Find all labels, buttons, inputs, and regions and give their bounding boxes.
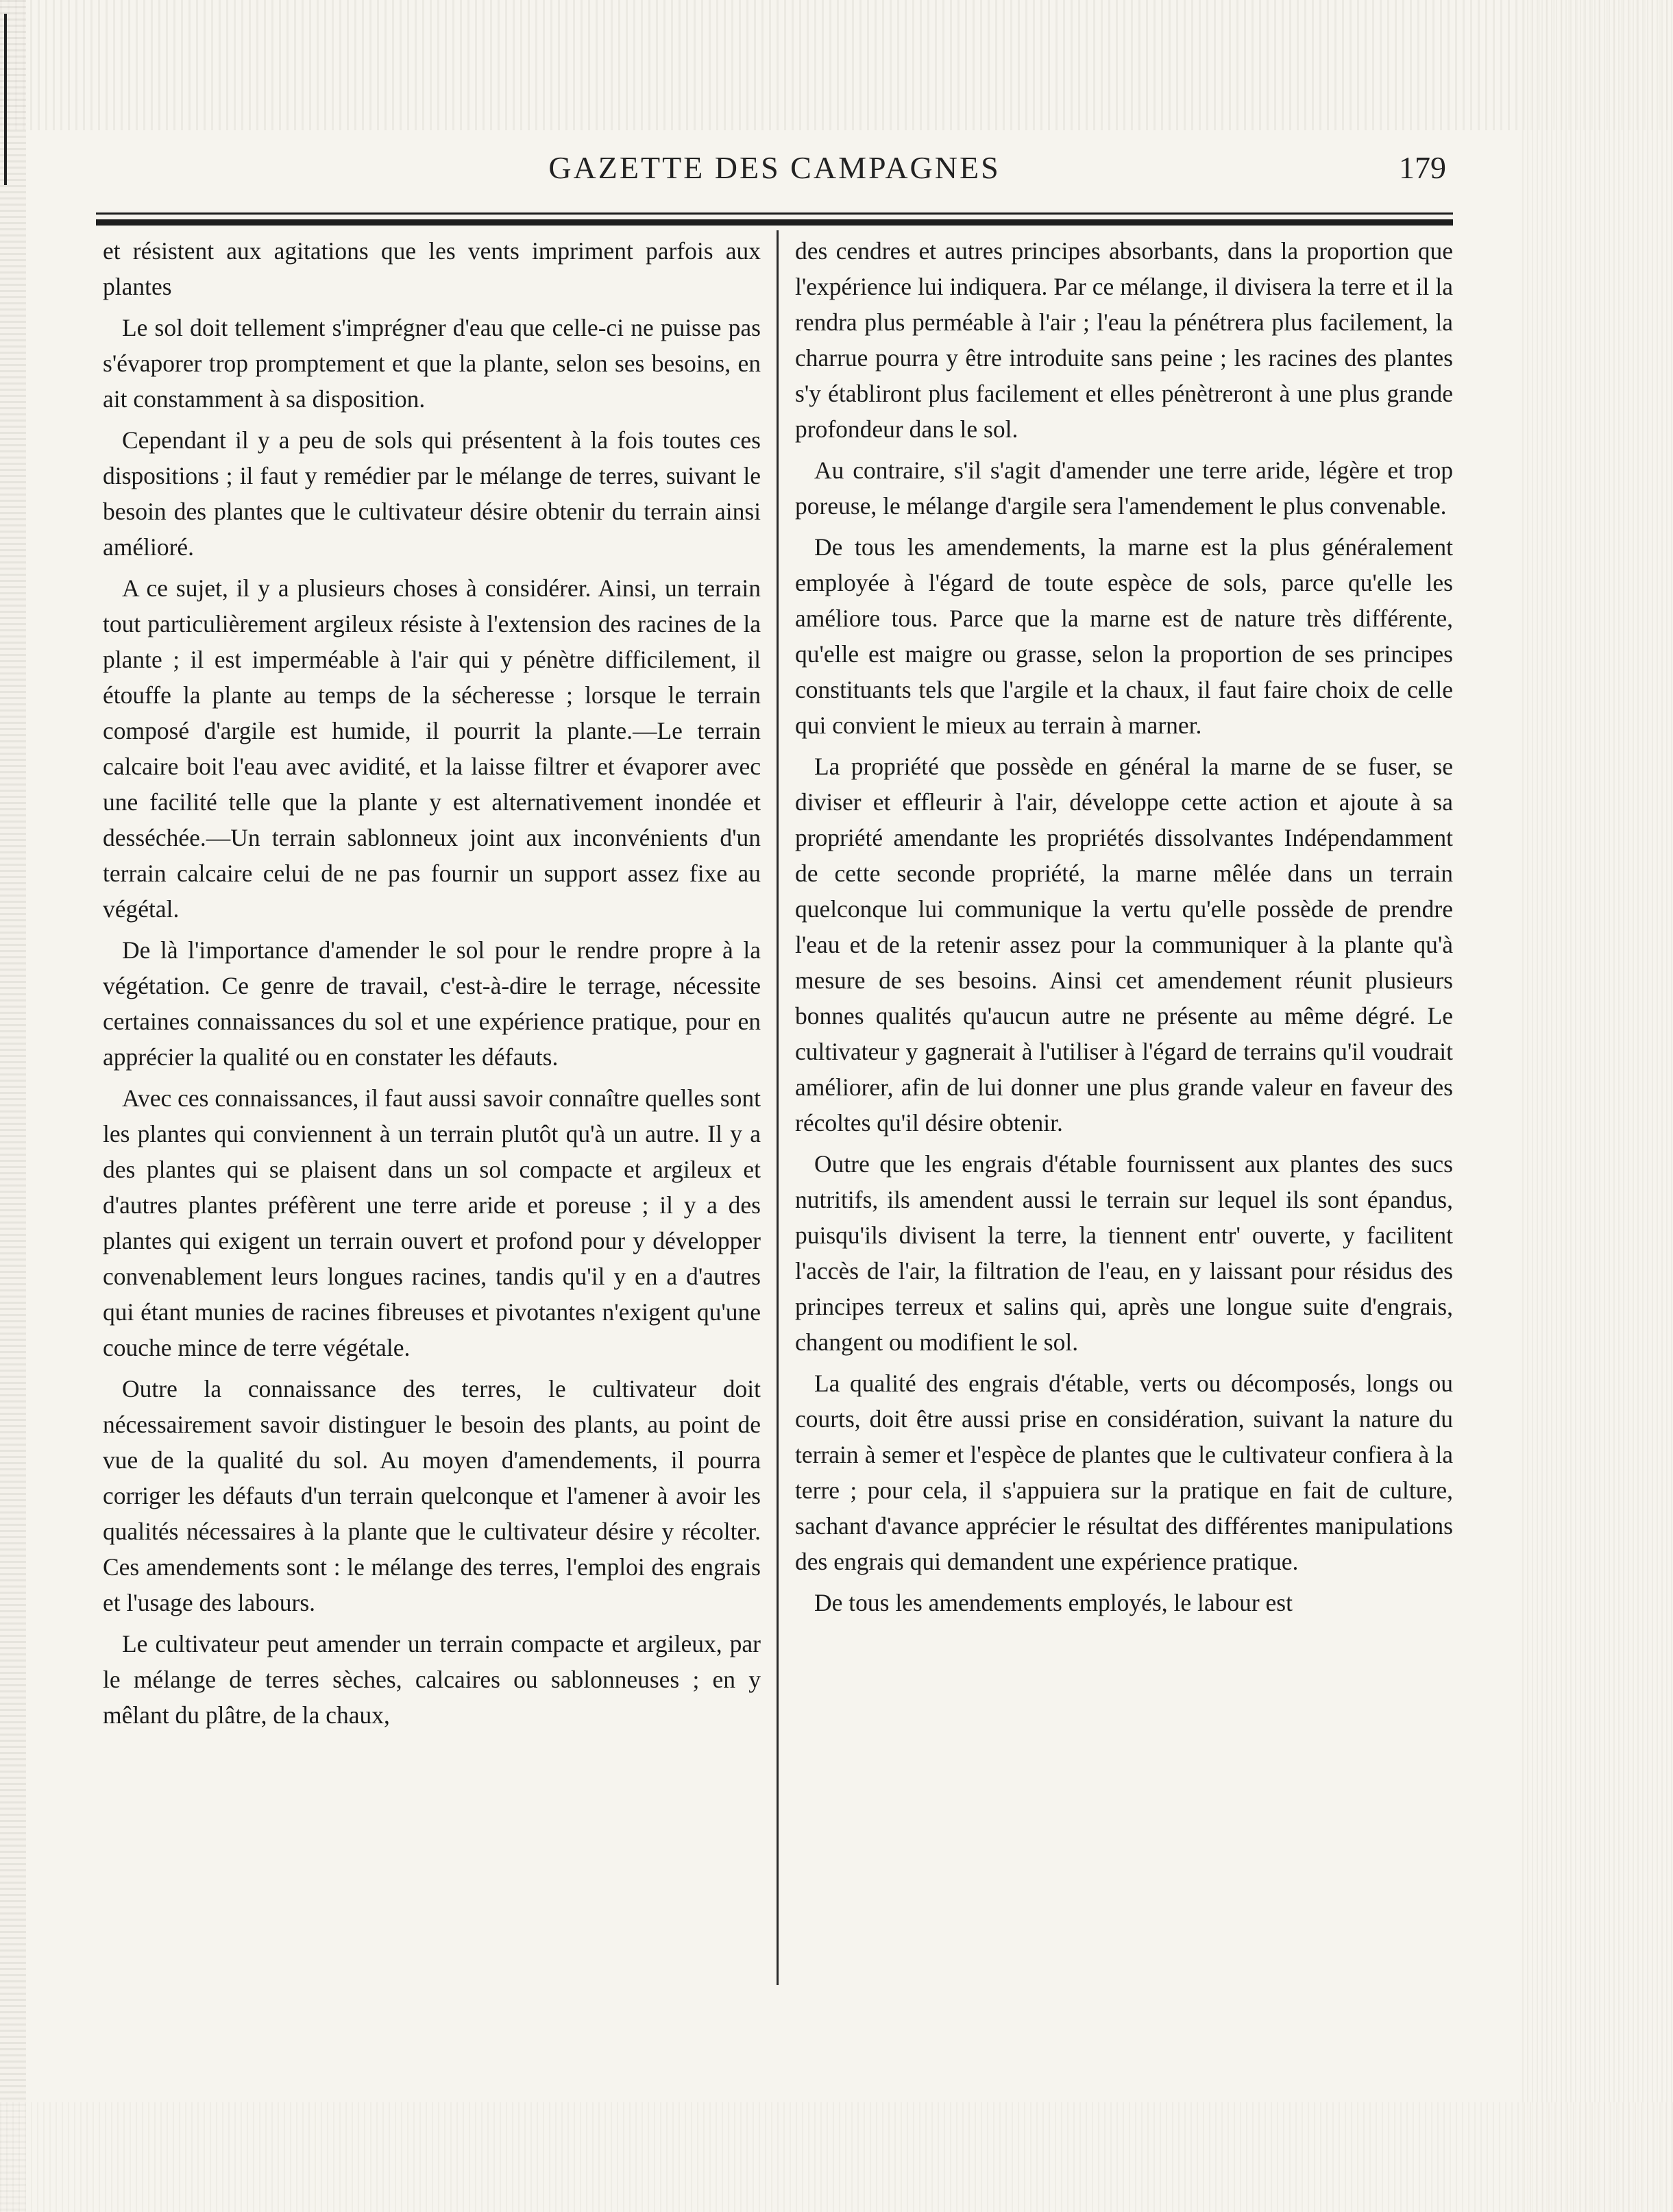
paragraph: Au contraire, s'il s'agit d'amender une terre aride, légère et trop poreuse, le mélange d'argile sera l'amendement le plus convenable. — [795, 457, 1453, 520]
paragraph: Avec ces connaissances, il faut aussi savoir connaître quelles sont les plantes qui conviennent à un terrain plutôt qu'à un autre. Il y a des plantes qui se plaisent dans un sol compacte et argileux et d'autres plantes préfèrent une terre aride et poreuse ; il y a des plantes qui exigent un terrain ouvert et profond pour y développer convenablement leurs longues racines, tandis qu'il y en a d'autres qui étant munies de racines fibreuses et pivotantes n'exigent qu'une couche mince de terre végétale. — [103, 1084, 761, 1361]
running-head — [103, 149, 1446, 197]
right-column — [795, 233, 1453, 1626]
paragraph: Cependant il y a peu de sols qui présentent à la fois toutes ces dispositions ; il faut y remédier par le mélange de terres, suivant le besoin des plantes que le cultivateur désire obtenir du terrain ainsi amélioré. — [103, 426, 761, 561]
paragraph: De tous les amendements employés, le labour est — [814, 1589, 1293, 1616]
header-rule-thin — [96, 212, 1453, 215]
scan-noise-left — [0, 0, 26, 2212]
column-divider — [777, 230, 779, 1985]
paragraph: Le cultivateur peut amender un terrain compacte et argileux, par le mélange de terres sèches, calcaires ou sablonneuses ; en y mêlant du plâtre, de la chaux, — [103, 1630, 761, 1729]
scan-noise-bottom — [0, 2102, 1673, 2212]
paragraph: De tous les amendements, la marne est la plus généralement employée à l'égard de toute espèce de sols, parce qu'elle les améliore tous. Parce que la marne est de nature très différente, qu'elle est maigre ou grasse, selon la proportion de ses principes constituants tels que l'argile et la chaux, il faut faire choix de celle qui convient le mieux au terrain à marner. — [795, 533, 1453, 739]
paragraph: Le sol doit tellement s'imprégner d'eau que celle-ci ne puisse pas s'évaporer trop promptement et que la plante, selon ses besoins, en ait constamment à sa disposition. — [103, 314, 761, 413]
header-rule-thick — [96, 219, 1453, 226]
paragraph: A ce sujet, il y a plusieurs choses à considérer. Ainsi, un terrain tout particulièrement argileux résiste à l'extension des racines de la plante ; il est imperméable à l'air qui y pénètre difficilement, il étouffe la plante au temps de la sécheresse ; lorsque le terrain composé d'argile est humide, il pourrit la plante.—Le terrain calcaire boit l'eau avec avidité, et la laisse filtrer et évaporer avec une facilité telle que la plante y est alternativement inondée et desséchée.—Un terrain sablonneux joint aux inconvénients d'un terrain calcaire celui de ne pas fournir un support assez fixe au végétal. — [103, 574, 761, 923]
binding-edge-mark — [4, 14, 7, 185]
paragraph: De là l'importance d'amender le sol pour le rendre propre à la végétation. Ce genre de travail, c'est-à-dire le terrage, nécessite certaines connaissances du sol et une expérience pratique, pour en apprécier la qualité ou en constater les défauts. — [103, 936, 761, 1071]
scan-noise-top — [0, 0, 1673, 130]
journal-title: GAZETTE DES CAMPAGNES — [548, 150, 1001, 185]
page-number: 179 — [1399, 150, 1446, 185]
left-column — [103, 233, 761, 1738]
paragraph: La qualité des engrais d'étable, verts ou décomposés, longs ou courts, doit être aussi prise en considération, suivant la nature du terrain à semer et l'espèce de plantes que le cultivateur confiera à la terre ; pour cela, il s'appuiera sur la pratique en fait de culture, sachant d'avance apprécier le résultat des différentes manipulations des engrais qui demandent une expérience pratique. — [795, 1370, 1453, 1575]
scan-noise-right — [1522, 0, 1673, 2212]
paragraph: Outre que les engrais d'étable fournissent aux plantes des sucs nutritifs, ils amendent aussi le terrain sur lequel ils sont épandus, puisqu'ils divisent la terre, la tiennent entr' ouverte, y facilitent l'accès de l'air, la filtration de l'eau, en y laissant pour résidus des principes terreux et salins qui, après une longue suite d'engrais, changent ou modifient le sol. — [795, 1150, 1453, 1356]
paragraph: et résistent aux agitations que les vents impriment parfois aux plantes — [103, 237, 761, 300]
paragraph: des cendres et autres principes absorbants, dans la proportion que l'expérience lui indiquera. Par ce mélange, il divisera la terre et il la rendra plus perméable à l'air ; l'eau la pénétrera plus facilement, la charrue pourra y être introduite sans peine ; les racines des plantes s'y établiront plus facilement et elles pénètreront à une plus grande profondeur dans le sol. — [795, 237, 1453, 443]
paragraph: La propriété que possède en général la marne de se fuser, se diviser et effleurir à l'air, développe cette action et ajoute à sa propriété amendante les propriétés dissolvantes Indépendamment de cette seconde propriété, la marne mêlée dans un terrain quelconque lui communique la vertu qu'elle possède de prendre l'eau et de la retenir assez pour la communiquer à la plante qu'à mesure de ses besoins. Ainsi cet amendement réunit plusieurs bonnes qualités qu'aucun autre ne présente au même dégré. Le cultivateur y gagnerait à l'utiliser à l'égard de terrains qu'il voudrait améliorer, afin de lui donner une plus grande valeur en faveur des récoltes qu'il désire obtenir. — [795, 753, 1453, 1137]
paragraph: Outre la connaissance des terres, le cultivateur doit nécessairement savoir distinguer le besoin des plants, au point de vue de la qualité du sol. Au moyen d'amendements, il pourra corriger les défauts d'un terrain quelconque et l'amener à avoir les qualités nécessaires à la plante que le cultivateur désire y récolter. Ces amendements sont : le mélange des terres, l'emploi des engrais et l'usage des labours. — [103, 1375, 761, 1616]
